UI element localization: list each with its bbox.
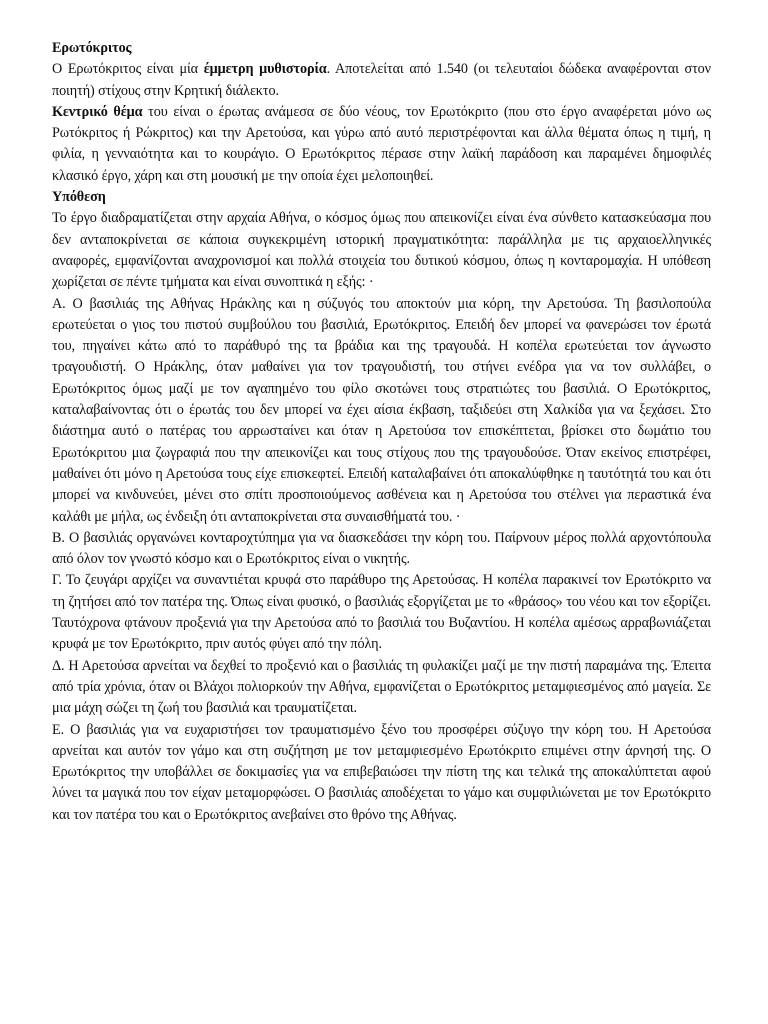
- intro-text-end: . Αποτελείται από 1.540 (οι τελευταίοι δώδεκα αναφέρονται στον ποιητή) στίχους στην Κρητική διάλεκτο.: [52, 61, 711, 99]
- plot-heading: Υπόθεση: [52, 189, 106, 206]
- plot-section-b: Β. Ο βασιλιάς οργανώνει κονταροχτύπημα για να διασκεδάσει την κόρη του. Παίρνουν μέρος πολλά αρχοντόπουλα από όλον τον γνωστό κόσμο και ο Ερωτόκριτος είναι ο νικητής.: [52, 529, 711, 568]
- plot-section-e: Ε. Ο βασιλιάς για να ευχαριστήσει τον τραυματισμένο ξένο του προσφέρει σύζυγο την κόρη του. Η Αρετούσα αρνείται και αυτόν τον γάμο και στη συζήτηση με τον μεταμφιεσμένο Ερωτόκριτο επιμένει στην άρνησή της. Ο Ερωτόκριτος την υποβάλλει σε δοκιμασίες για να επιβεβαιώσει την πίστη της και τελικά της αποκαλύπτεται αφού λύνει τα μαγικά που τον είχαν μεταμορφώσει. Ο βασιλιάς αποδέχεται το γάμο και συμφιλιώνεται με τον Ερωτόκριτο και τον πατέρα του και ο Ερωτόκριτος ανεβαίνει στο θρόνο της Αθήνας.: [52, 721, 711, 823]
- theme-bold-term: Κεντρικό θέμα: [52, 103, 143, 120]
- intro-text-start: Ο Ερωτόκριτος είναι μία: [52, 61, 204, 78]
- intro-paragraph: [52, 59, 711, 102]
- plot-section-d: Δ. Η Αρετούσα αρνείται να δεχθεί το προξενιό και ο βασιλιάς τη φυλακίζει μαζί με την πιστή παραμάνα της. Έπειτα από τρία χρόνια, όταν οι Βλάχοι πολιορκούν την Αθήνα, εμφανίζεται ο Ερωτόκριτος μεταμφιεσμένος από μαγεία. Σε μια μάχη σώζει τη ζωή του βασιλιά και τραυματίζεται.: [52, 657, 711, 717]
- theme-paragraph: [52, 102, 711, 187]
- document-title: Ερωτόκριτος: [52, 40, 132, 56]
- theme-text: του είναι ο έρωτας ανάμεσα σε δύο νέους, τον Ερωτόκριτο (που στο έργο αναφέρεται μόνο ως Ρωτόκριτος ή Ρώκριτος) και την Αρετούσα, και γύρω από αυτό περιστρέφονται και άλλα θέματα όπως η τιμή, η φιλία, η γενναιότητα και το κουράγιο. Ο Ερωτόκριτος πέρασε στην λαϊκή παράδοση και παραμένει δημοφιλές κλασικό έργο, χάρη και στη μουσική με την οποία έχει μελοποιηθεί.: [52, 103, 712, 184]
- plot-intro-paragraph: Το έργο διαδραματίζεται στην αρχαία Αθήνα, ο κόσμος όμως που απεικονίζει είναι ένα σύνθετο κατασκεύασμα που δεν ανταποκρίνεται σε κάποια συγκεκριμένη ιστορική πραγματικότητα: παράλληλα με τις αρχαιοελληνικές αναφορές, εμφανίζονται αναχρονισμοί και πολλά στοιχεία του δυτικού κόσμου, όπως η κονταρομαχία. Η υπόθεση χωρίζεται σε πέντε τμήματα και είναι συνοπτικά η εξής: ·: [52, 210, 711, 291]
- document-page: [52, 38, 711, 826]
- plot-section-a: Α. Ο βασιλιάς της Αθήνας Ηράκλης και η σύζυγός του αποκτούν μια κόρη, την Αρετούσα. Τη βασιλοπούλα ερωτεύεται ο γιος του πιστού συμβούλου του βασιλιά, Ερωτόκριτος. Επειδή δεν μπορεί να φανερώσει τον έρωτά του, πηγαίνει κάτω από το παράθυρό της τα βράδια και της τραγουδά. Η κοπέλα ερωτεύεται τον άγνωστο τραγουδιστή. Ο Ηράκλης, όταν μαθαίνει για τον τραγουδιστή, του στήνει ενέδρα για να τον συλλάβει, ο Ερωτόκριτος όμως μαζί με τον αγαπημένο του φίλο σκοτώνει τους στρατιώτες του βασιλιά. Ο Ερωτόκριτος, καταλαβαίνοντας ότι ο έρωτάς του δεν μπορεί να έχει αίσια έκβαση, ταξιδεύει στη Χαλκίδα για να ξεχάσει. Στο διάστημα αυτό ο πατέρας του αρρωσταίνει και όταν η Αρετούσα τον επισκέπτεται, βρίσκει στο δωμάτιο του Ερωτόκριτου μια ζωγραφιά που την απεικονίζει και τους στίχους που της τραγουδούσε. Όταν εκείνος επιστρέφει, μαθαίνει ότι μόνο η Αρετούσα τους είχε επισκεφτεί. Επειδή καταλαβαίνει ότι αποκαλύφθηκε η ταυτότητά του και ότι μπορεί να κινδυνεύει, μένει στο σπίτι προσποιούμενος ασθένεια και η Αρετούσα του στέλνει για περαστικά ένα καλάθι με μήλα, ως ένδειξη ότι ανταποκρίνεται στα συναισθήματά του. ·: [52, 295, 711, 525]
- intro-bold-term: έμμετρη μυθιστορία: [203, 61, 327, 78]
- plot-section-c: Γ. Το ζευγάρι αρχίζει να συναντιέται κρυφά στο παράθυρο της Αρετούσας. Η κοπέλα παρακινεί τον Ερωτόκριτο να τη ζητήσει από τον πατέρα της. Όπως είναι φυσικό, ο βασιλιάς εξοργίζεται με το «θράσος» του νέου και τον εξορίζει. Ταυτόχρονα φτάνουν προξενιά για την Αρετούσα από το βασιλιά του Βυζαντίου. Η κοπέλα αμέσως αρραβωνιάζεται κρυφά με τον Ερωτόκριτο, πριν αυτός φύγει από την πόλη.: [52, 572, 711, 653]
